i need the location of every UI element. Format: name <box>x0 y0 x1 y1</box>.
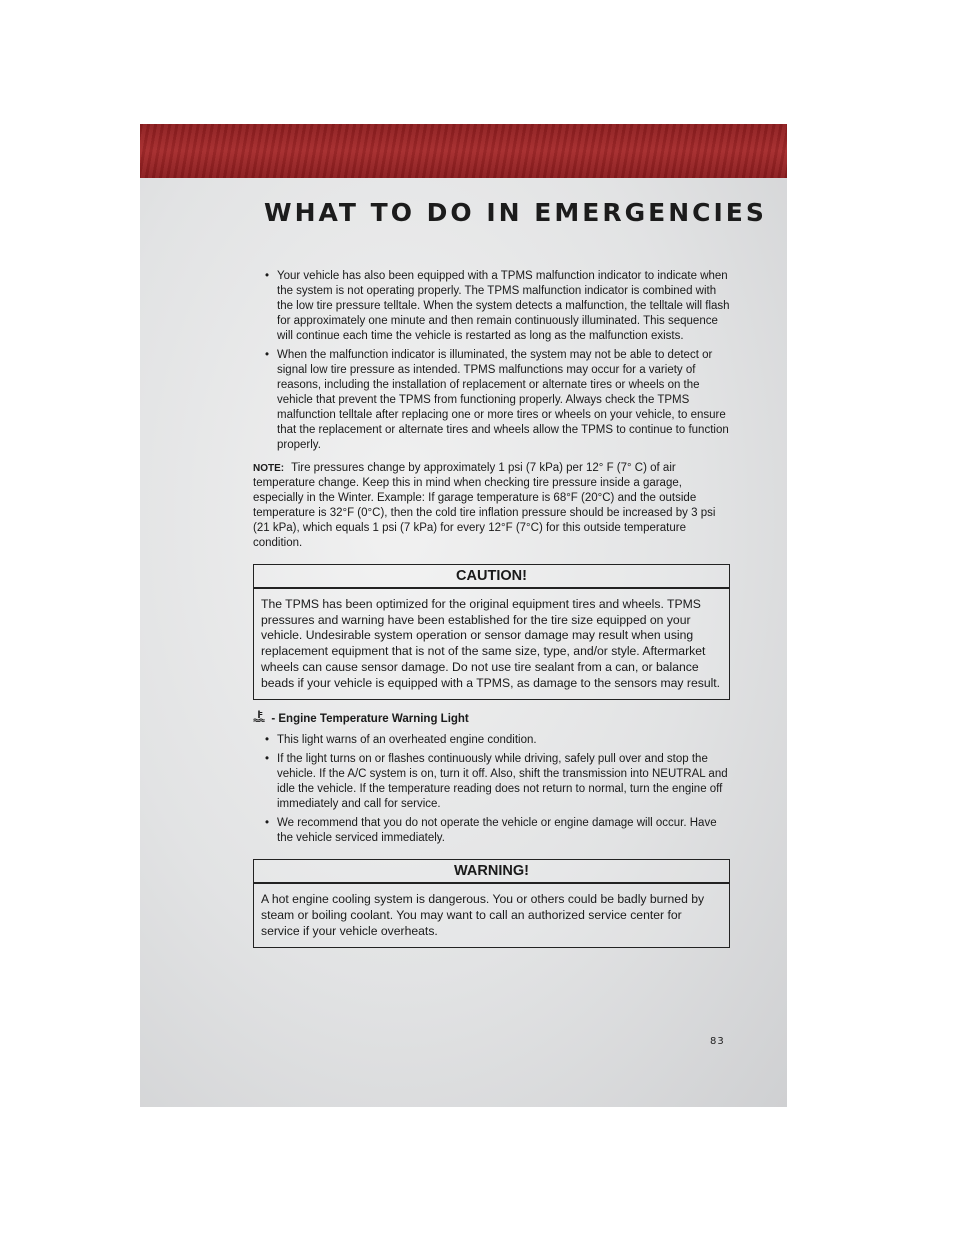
page-title: WHAT TO DO IN EMERGENCIES <box>264 198 767 227</box>
list-item: • We recommend that you do not operate the vehicle or engine damage will occur. Have the vehicle serviced immediately. <box>253 816 730 846</box>
caution-box <box>253 564 730 700</box>
engine-temperature-icon <box>253 711 268 725</box>
engine-temperature-heading: - Engine Temperature Warning Light <box>271 713 469 726</box>
engine-temperature-bullet-list <box>253 733 730 846</box>
list-item: • This light warns of an overheated engine condition. <box>253 733 730 748</box>
page-number: 83 <box>710 1036 725 1047</box>
warning-heading: WARNING! <box>254 860 729 884</box>
intro-bullet-list <box>253 269 730 453</box>
warning-text: A hot engine cooling system is dangerous. You or others could be badly burned by steam or boiling coolant. You may want to call an authorized service center for service if your vehicle overheats. <box>261 892 705 938</box>
note-text: Tire pressures change by approximately 1 psi (7 kPa) per 12° F (7° C) of air temperature change. Keep this in mind when checking tire pressure inside a garage, especially in the Winter. Example: If garage temperature is 68°F (20°C) and the outside temperature is 32°F (0°C), then the cold tire inflation pressure should be increased by 3 psi (21 kPa), which equals 1 psi (7 kPa) for every 12°F (7°C) for this outside temperature condition. <box>253 462 716 549</box>
header-banner <box>140 124 787 178</box>
list-item: • When the malfunction indicator is illuminated, the system may not be able to detect or signal low tire pressure as intended. TPMS malfunctions may occur for a variety of reasons, including the installation of replacement or alternate tires or wheels on the vehicle that prevent the TPMS from functioning properly. Always check the TPMS malfunction telltale after replacing one or more tires or wheels on your vehicle, to ensure that the replacement or alternate tires and wheels allow the TPMS to continue to function properly. <box>253 348 730 453</box>
caution-heading: CAUTION! <box>254 565 729 589</box>
note-paragraph <box>253 461 730 551</box>
caution-text: The TPMS has been optimized for the original equipment tires and wheels. TPMS pressures and warning have been established for the tire size equipped on your vehicle. Undesirable system operation or sensor damage may result when using replacement equipment that is not of the same size, type, and/or style. Aftermarket wheels can cause sensor damage. Do not use tire sealant from a can, or balance beads if your vehicle is equipped with a TPMS, as damage to the sensors may result. <box>261 597 721 690</box>
note-label: NOTE: <box>253 463 285 474</box>
warning-box <box>253 859 730 948</box>
page-content <box>253 269 730 948</box>
list-item: • Your vehicle has also been equipped with a TPMS malfunction indicator to indicate when the system is not operating properly. The TPMS malfunction indicator is combined with the low tire pressure telltale. When the system detects a malfunction, the telltale will flash for approximately one minute and then remain continuously illuminated. This sequence will continue each time the vehicle is restarted as long as the malfunction exists. <box>253 269 730 344</box>
engine-temperature-subheading <box>253 710 730 727</box>
manual-page <box>140 124 787 1107</box>
list-item: • If the light turns on or flashes continuously while driving, safely pull over and stop the vehicle. If the A/C system is on, turn it off. Also, shift the transmission into NEUTRAL and idle the vehicle. If the temperature reading does not return to normal, turn the engine off immediately and call for service. <box>253 752 730 812</box>
